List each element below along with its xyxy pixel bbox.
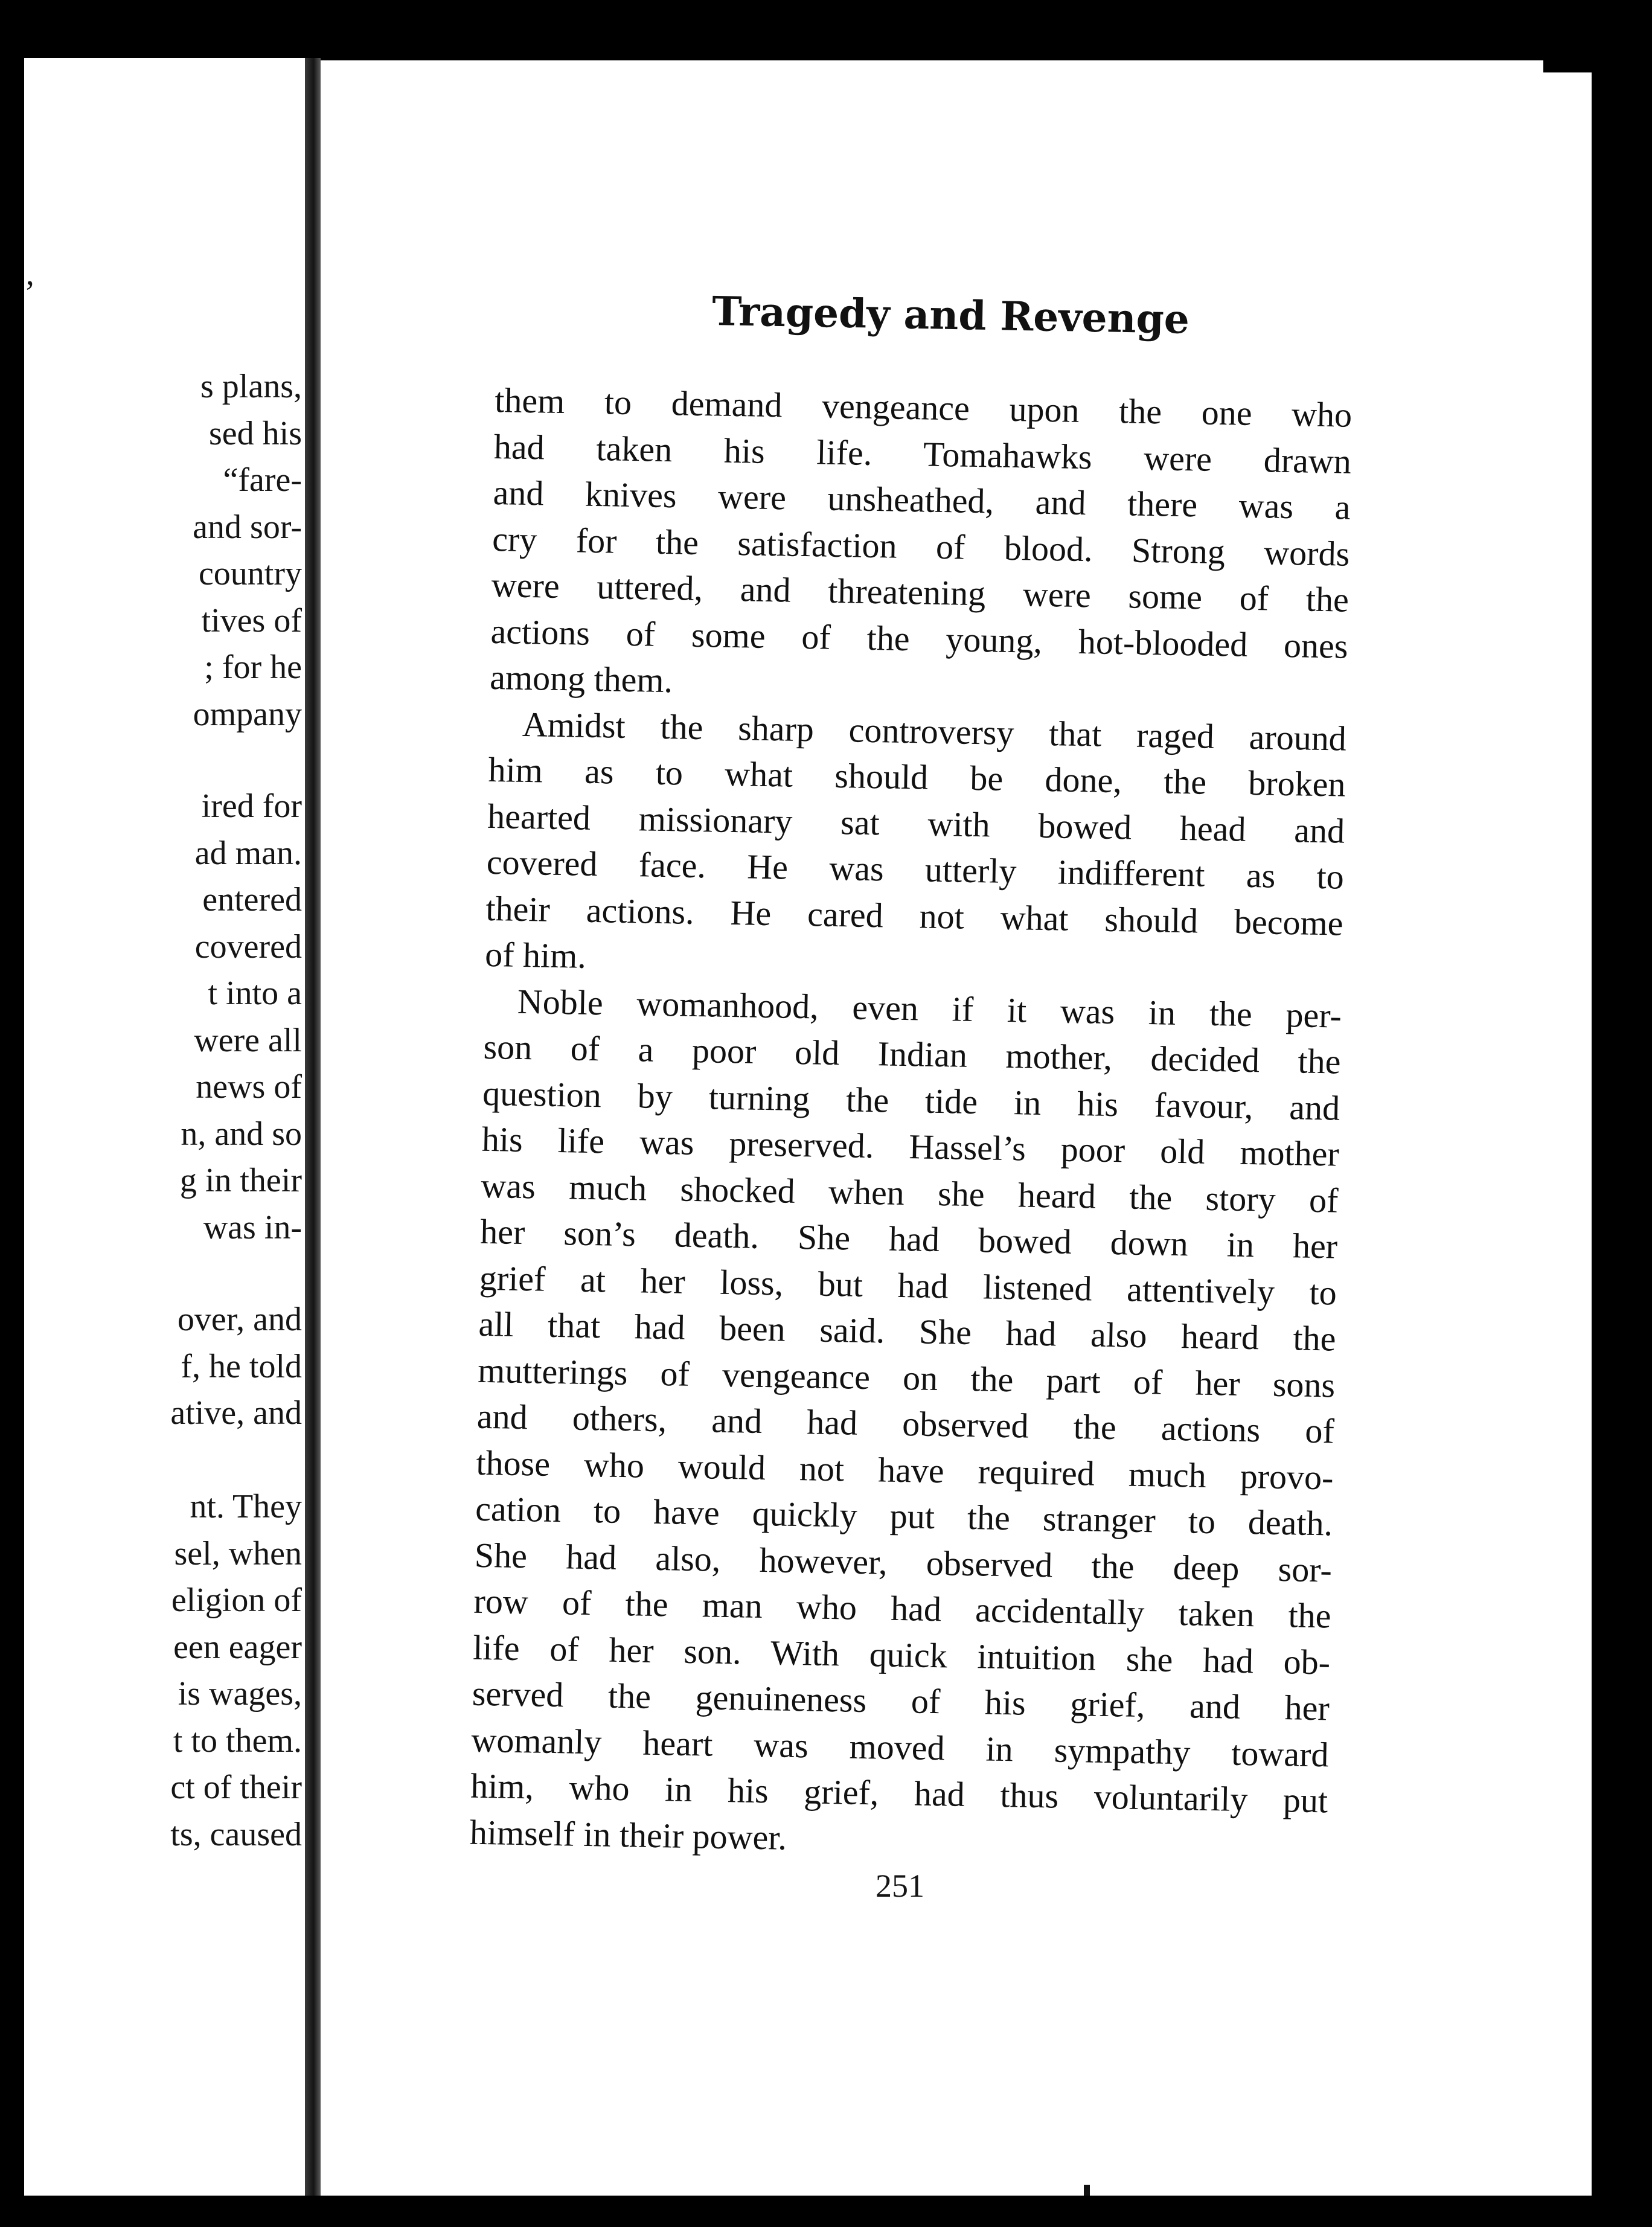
left-page-line: was in- xyxy=(203,1209,302,1246)
left-page xyxy=(24,58,308,2184)
text-line: their actions. He cared not what should become xyxy=(485,888,1344,943)
text-line: them to demand vengeance upon the one who xyxy=(494,380,1353,435)
scan-border-top xyxy=(0,0,1652,60)
left-page-line: t to them. xyxy=(173,1722,302,1760)
left-page-line: is wages, xyxy=(178,1675,302,1713)
text-line: womanly heart was moved in sympathy toward xyxy=(471,1720,1329,1774)
text-line: among them. xyxy=(489,657,673,700)
text-line: son of a poor old Indian mother, decided the xyxy=(483,1027,1342,1081)
left-page-line: s plans, xyxy=(200,368,302,405)
text-line: her son’s death. She had bowed down in her xyxy=(479,1211,1338,1266)
left-page-line: n, and so xyxy=(181,1115,302,1153)
left-page-line: covered xyxy=(194,928,302,966)
left-page-line: tives of xyxy=(201,602,302,639)
text-line: all that had been said. She had also heard the xyxy=(478,1304,1336,1359)
text-line: She had also, however, observed the deep sor- xyxy=(474,1535,1333,1589)
scan-border-left xyxy=(0,0,24,2227)
text-line: his life was preserved. Hassel’s poor old mother xyxy=(481,1119,1340,1174)
left-page-line: ad man. xyxy=(194,835,302,872)
scan-border-bottom xyxy=(0,2196,1652,2227)
left-page-line: over, and xyxy=(177,1301,302,1338)
text-line: row of the man who had accidentally taken the xyxy=(473,1581,1331,1636)
text-line: had taken his life. Tomahawks were drawn xyxy=(493,426,1352,481)
paragraph xyxy=(490,377,1353,716)
left-page-line: “fare- xyxy=(223,461,302,499)
text-line: and others, and had observed the actions of xyxy=(476,1396,1335,1451)
text-line: actions of some of the young, hot-blooded ones xyxy=(490,611,1349,666)
text-line: grief at her loss, but had listened attentively to xyxy=(479,1258,1337,1313)
book-gutter xyxy=(305,58,321,2196)
left-page-line: ired for xyxy=(201,787,302,825)
text-line: him, who in his grief, had thus voluntarily put xyxy=(470,1766,1328,1821)
text-line: Noble womanhood, even if it was in the per- xyxy=(517,981,1342,1036)
text-line: and knives were unsheathed, and there was a xyxy=(493,472,1351,527)
scan-border-right xyxy=(1592,0,1652,2227)
text-line: mutterings of vengeance on the part of her sons xyxy=(477,1350,1336,1405)
text-line: life of her son. With quick intuition she had ob- xyxy=(472,1627,1331,1682)
text-line: himself in their power. xyxy=(469,1812,787,1857)
left-page-line: ; for he xyxy=(204,649,302,686)
text-line: were uttered, and threatening were some of the xyxy=(491,565,1349,620)
running-head: Tragedy and Revenge xyxy=(711,287,1190,343)
scan-border-corner xyxy=(1543,0,1652,72)
left-page-line: g in their xyxy=(179,1162,302,1199)
left-page-line: ct of their xyxy=(170,1769,302,1806)
left-page-line: t into a xyxy=(208,975,302,1012)
text-line: covered face. He was utterly indifferent as to xyxy=(486,842,1345,897)
left-page-line: nt. They xyxy=(190,1488,302,1525)
body-text xyxy=(469,377,1353,1870)
left-page-line: ts, caused xyxy=(170,1816,302,1853)
text-line: cry for the satisfaction of blood. Strong words xyxy=(491,519,1350,574)
text-line: hearted missionary sat with bowed head and xyxy=(487,796,1345,851)
left-page-line: ’ xyxy=(24,274,36,312)
paragraph xyxy=(469,978,1342,1870)
text-line: served the genuineness of his grief, and her xyxy=(472,1673,1330,1728)
paragraph xyxy=(485,700,1347,993)
left-page-line: country xyxy=(198,555,302,592)
left-page-line: ompany xyxy=(193,696,302,733)
left-page-line: ative, and xyxy=(170,1394,302,1432)
text-line: question by turning the tide in his favour, and xyxy=(482,1073,1340,1128)
left-page-line: entered xyxy=(202,881,302,918)
text-line: those who would not have required much provo- xyxy=(476,1443,1334,1498)
text-line: Amidst the sharp controversy that raged around xyxy=(522,704,1347,758)
left-page-line: and sor- xyxy=(193,508,302,546)
left-page-line: een eager xyxy=(173,1629,302,1666)
text-line: cation to have quickly put the stranger to death. xyxy=(475,1488,1333,1543)
left-page-line: eligion of xyxy=(171,1581,302,1619)
left-page-line: news of xyxy=(196,1068,302,1106)
left-page-line: sed his xyxy=(209,415,302,452)
left-page-line: f, he told xyxy=(181,1348,302,1385)
page-number: 251 xyxy=(876,1868,924,1904)
left-page-line: were all xyxy=(194,1022,302,1059)
text-line: was much shocked when she heard the story of xyxy=(481,1165,1339,1220)
left-page-line: sel, when xyxy=(174,1535,302,1572)
text-line: him as to what should be done, the broken xyxy=(488,749,1346,804)
text-line: of him. xyxy=(484,934,587,976)
